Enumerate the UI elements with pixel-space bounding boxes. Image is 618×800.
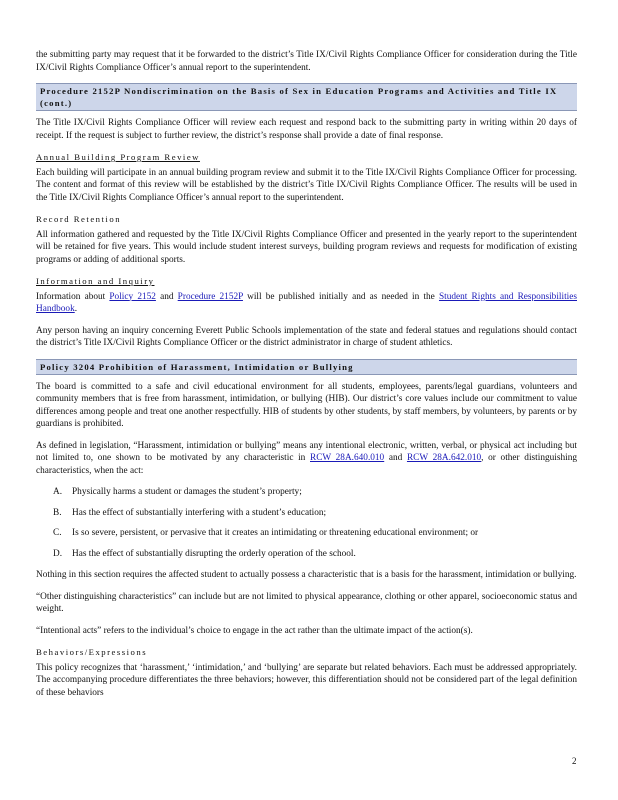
heading-record-retention: Record Retention xyxy=(36,214,122,224)
review-paragraph: The Title IX/Civil Rights Compliance Officer will review each request and respond back to the submitting party in writing within 20 days of receipt. If the request is subject to further review, the district’s response shall provide a date of final response. xyxy=(36,118,577,141)
other-characteristics-paragraph: “Other distinguishing characteristics” can include but are not limited to physical appearance, clothing or other apparel, socioeconomic status and weight. xyxy=(36,591,577,614)
list-item: A. Physically harms a student or damages the student’s property; xyxy=(53,487,302,497)
intentional-acts-paragraph: “Intentional acts” refers to the individual’s choice to engage in the act rather than the ultimate impact of the action(s). xyxy=(36,625,473,636)
board-paragraph: The board is committed to a safe and civil educational environment for all students, employees, parents/legal guardians, volunteers and community members that is free from harassment, intimidation, or bullying (HIB). Our district’s core values include our commitment to value differences among people and treat one another respectfully. HIB of students by other students, by staff members, by volunteers, by parents or by guardians is prohibited. xyxy=(36,381,577,429)
information-paragraph: Information about Policy 2152 and Procedure 2152P will be published initially and as needed in the Student Rights and Responsibilities Handbook. xyxy=(36,291,577,314)
definition-paragraph: As defined in legislation, “Harassment, intimidation or bullying” means any intentional electronic, written, verbal, or physical act including but not limited to, one shown to be motivated by any characteristic in RCW 28A.640.010 and RCW 28A.642.010, or other distinguishing characteristics, when the act: xyxy=(36,440,577,476)
list-item: D. Has the effect of substantially disrupting the orderly operation of the school. xyxy=(53,548,356,559)
link-procedure-2152p[interactable]: Procedure 2152P xyxy=(177,291,243,302)
link-rcw-28a-642-010[interactable]: RCW 28A.642.010 xyxy=(406,453,482,463)
page-number: 2 xyxy=(572,756,577,766)
behaviors-paragraph: This policy recognizes that ‘harassment,’ ‘intimidation,’ and ‘bullying’ are separate but related behaviors. Each must be addressed appropriately. The accompanying procedure differentiates the three behaviors; however, this differentiation should not be considered part of the legal definition of these behaviors xyxy=(36,662,577,698)
document-page xyxy=(36,49,577,708)
heading-behaviors: Behaviors/Expressions xyxy=(36,647,148,657)
act-list xyxy=(36,486,577,560)
link-rcw-28a-640-010[interactable]: RCW 28A.640.010 xyxy=(310,453,385,463)
annual-review-paragraph: Each building will participate in an annual building program review and submit it to the Title IX/Civil Rights Compliance Officer for processing. The content and format of this review will be established by the district’s Title IX/Civil Rights Compliance Officer. The results will be used in the Title IX/Civil Rights Compliance Officer’s annual report to the superintendent. xyxy=(36,167,577,203)
heading-annual-review: Annual Building Program Review xyxy=(36,152,200,162)
list-item: B. Has the effect of substantially interfering with a student’s education; xyxy=(53,507,327,518)
link-student-handbook[interactable]: Student Rights and Responsibilities Handbook xyxy=(36,291,577,314)
heading-information-inquiry: Information and Inquiry xyxy=(36,276,155,286)
intro-paragraph: the submitting party may request that it be forwarded to the district’s Title IX/Civil Rights Compliance Officer for consideration during the Title IX/Civil Rights Compliance Officer’s annual report to the superintendent. xyxy=(36,50,577,73)
inquiry-paragraph: Any person having an inquiry concerning Everett Public Schools implementation of the state and federal statues and regulations should contact the district’s Title IX/Civil Rights Compliance Officer or the district administrator in charge of student athletics. xyxy=(36,325,577,348)
list-item: C. Is so severe, persistent, or pervasive that it creates an intimidating or threatening educational environment; or xyxy=(53,528,479,538)
record-retention-paragraph: All information gathered and requested by the Title IX/Civil Rights Compliance Officer and presented in the yearly report to the superintendent will be retained for five years. This would include student interest surveys, building program reviews and requests for modification of existing programs or adding of additional sports. xyxy=(36,229,577,265)
nothing-paragraph: Nothing in this section requires the affected student to actually possess a characteristic that is a basis for the harassment, intimidation or bullying. xyxy=(36,570,577,580)
section-bar-policy-3204: Policy 3204 Prohibition of Harassment, Intimidation or Bullying xyxy=(36,359,577,375)
section-bar-procedure-2152p: Procedure 2152P Nondiscrimination on the Basis of Sex in Education Programs and Activities and Title IX (cont.) xyxy=(36,83,577,111)
link-policy-2152[interactable]: Policy 2152 xyxy=(109,291,156,302)
